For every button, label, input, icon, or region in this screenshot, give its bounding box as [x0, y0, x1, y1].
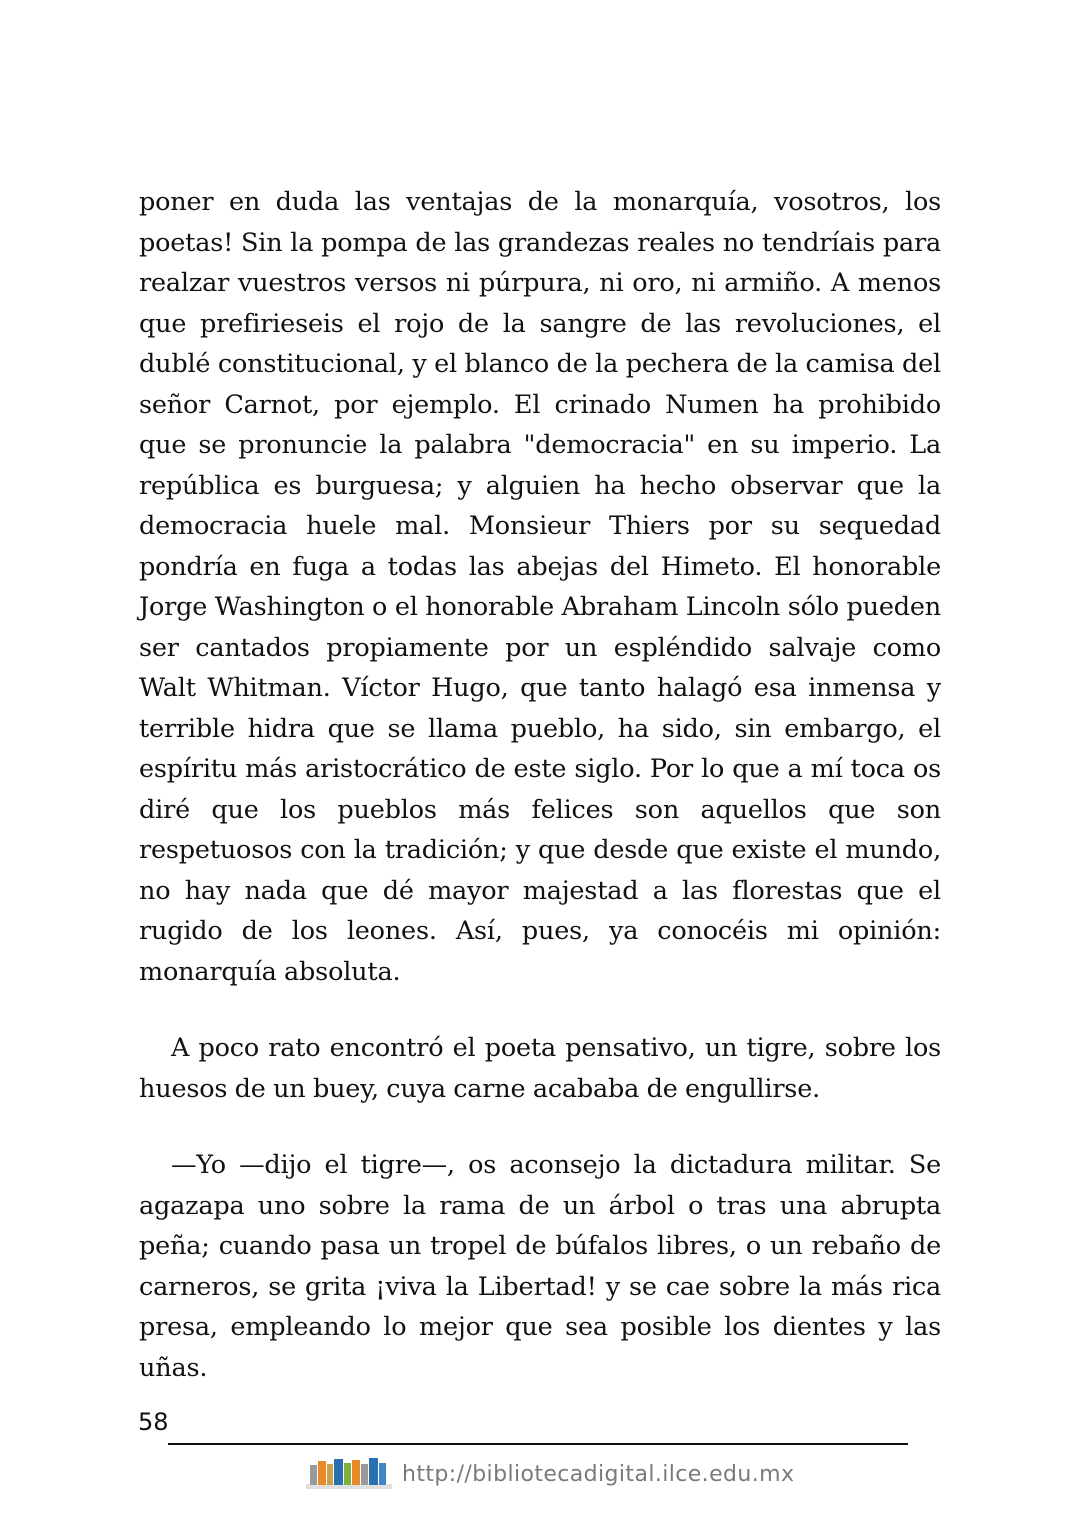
- page-body-text: [139, 182, 941, 1388]
- footer-divider: [168, 1443, 908, 1445]
- paragraph-monarchy-speech: poner en duda las ventajas de la monarquía, vosotros, los poetas! Sin la pompa de las grandezas reales no tendríais para realzar vuestros versos ni púrpura, ni oro, ni armiño. A menos que prefirieseis el rojo de la sangre de las revoluciones, el dublé constitucional, y el blanco de la pechera de la camisa del señor Carnot, por ejemplo. El crinado Numen ha prohibido que se pronuncie la palabra "democracia" en su imperio. La república es burguesa; y alguien ha hecho observar que la democracia huele mal. Monsieur Thiers por su sequedad pondría en fuga a todas las abejas del Himeto. El honorable Jorge Washington o el honorable Abraham Lincoln sólo pueden ser cantados propiamente por un espléndido salvaje como Walt Whitman. Víctor Hugo, que tanto halagó esa inmensa y terrible hidra que se llama pueblo, ha sido, sin embargo, el espíritu más aristocrático de este siglo. Por lo que a mí toca os diré que los pueblos más felices son aquellos que son respetuosos con la tradición; y que desde que existe el mundo, no hay nada que dé mayor majestad a las florestas que el rugido de los leones. Así, pues, ya conocéis mi opinión: monarquía absoluta.: [139, 187, 941, 987]
- library-books-icon: [306, 1455, 392, 1491]
- footer-url-link[interactable]: http://bibliotecadigital.ilce.edu.mx: [402, 1462, 795, 1487]
- page-number: 58: [138, 1408, 169, 1436]
- paragraph-tiger-speech: —Yo —dijo el tigre—, os aconsejo la dictadura militar. Se agazapa uno sobre la rama de un árbol o tras una abrupta peña; cuando pasa un tropel de búfalos libres, o un rebaño de carneros, se grita ¡viva la Libertad! y se cae sobre la más rica presa, empleando lo mejor que sea posible los dientes y las uñas.: [139, 1150, 941, 1383]
- paragraph-tiger-encounter: A poco rato encontró el poeta pensativo, un tigre, sobre los huesos de un buey, cuya carne acababa de engullirse.: [139, 1033, 941, 1104]
